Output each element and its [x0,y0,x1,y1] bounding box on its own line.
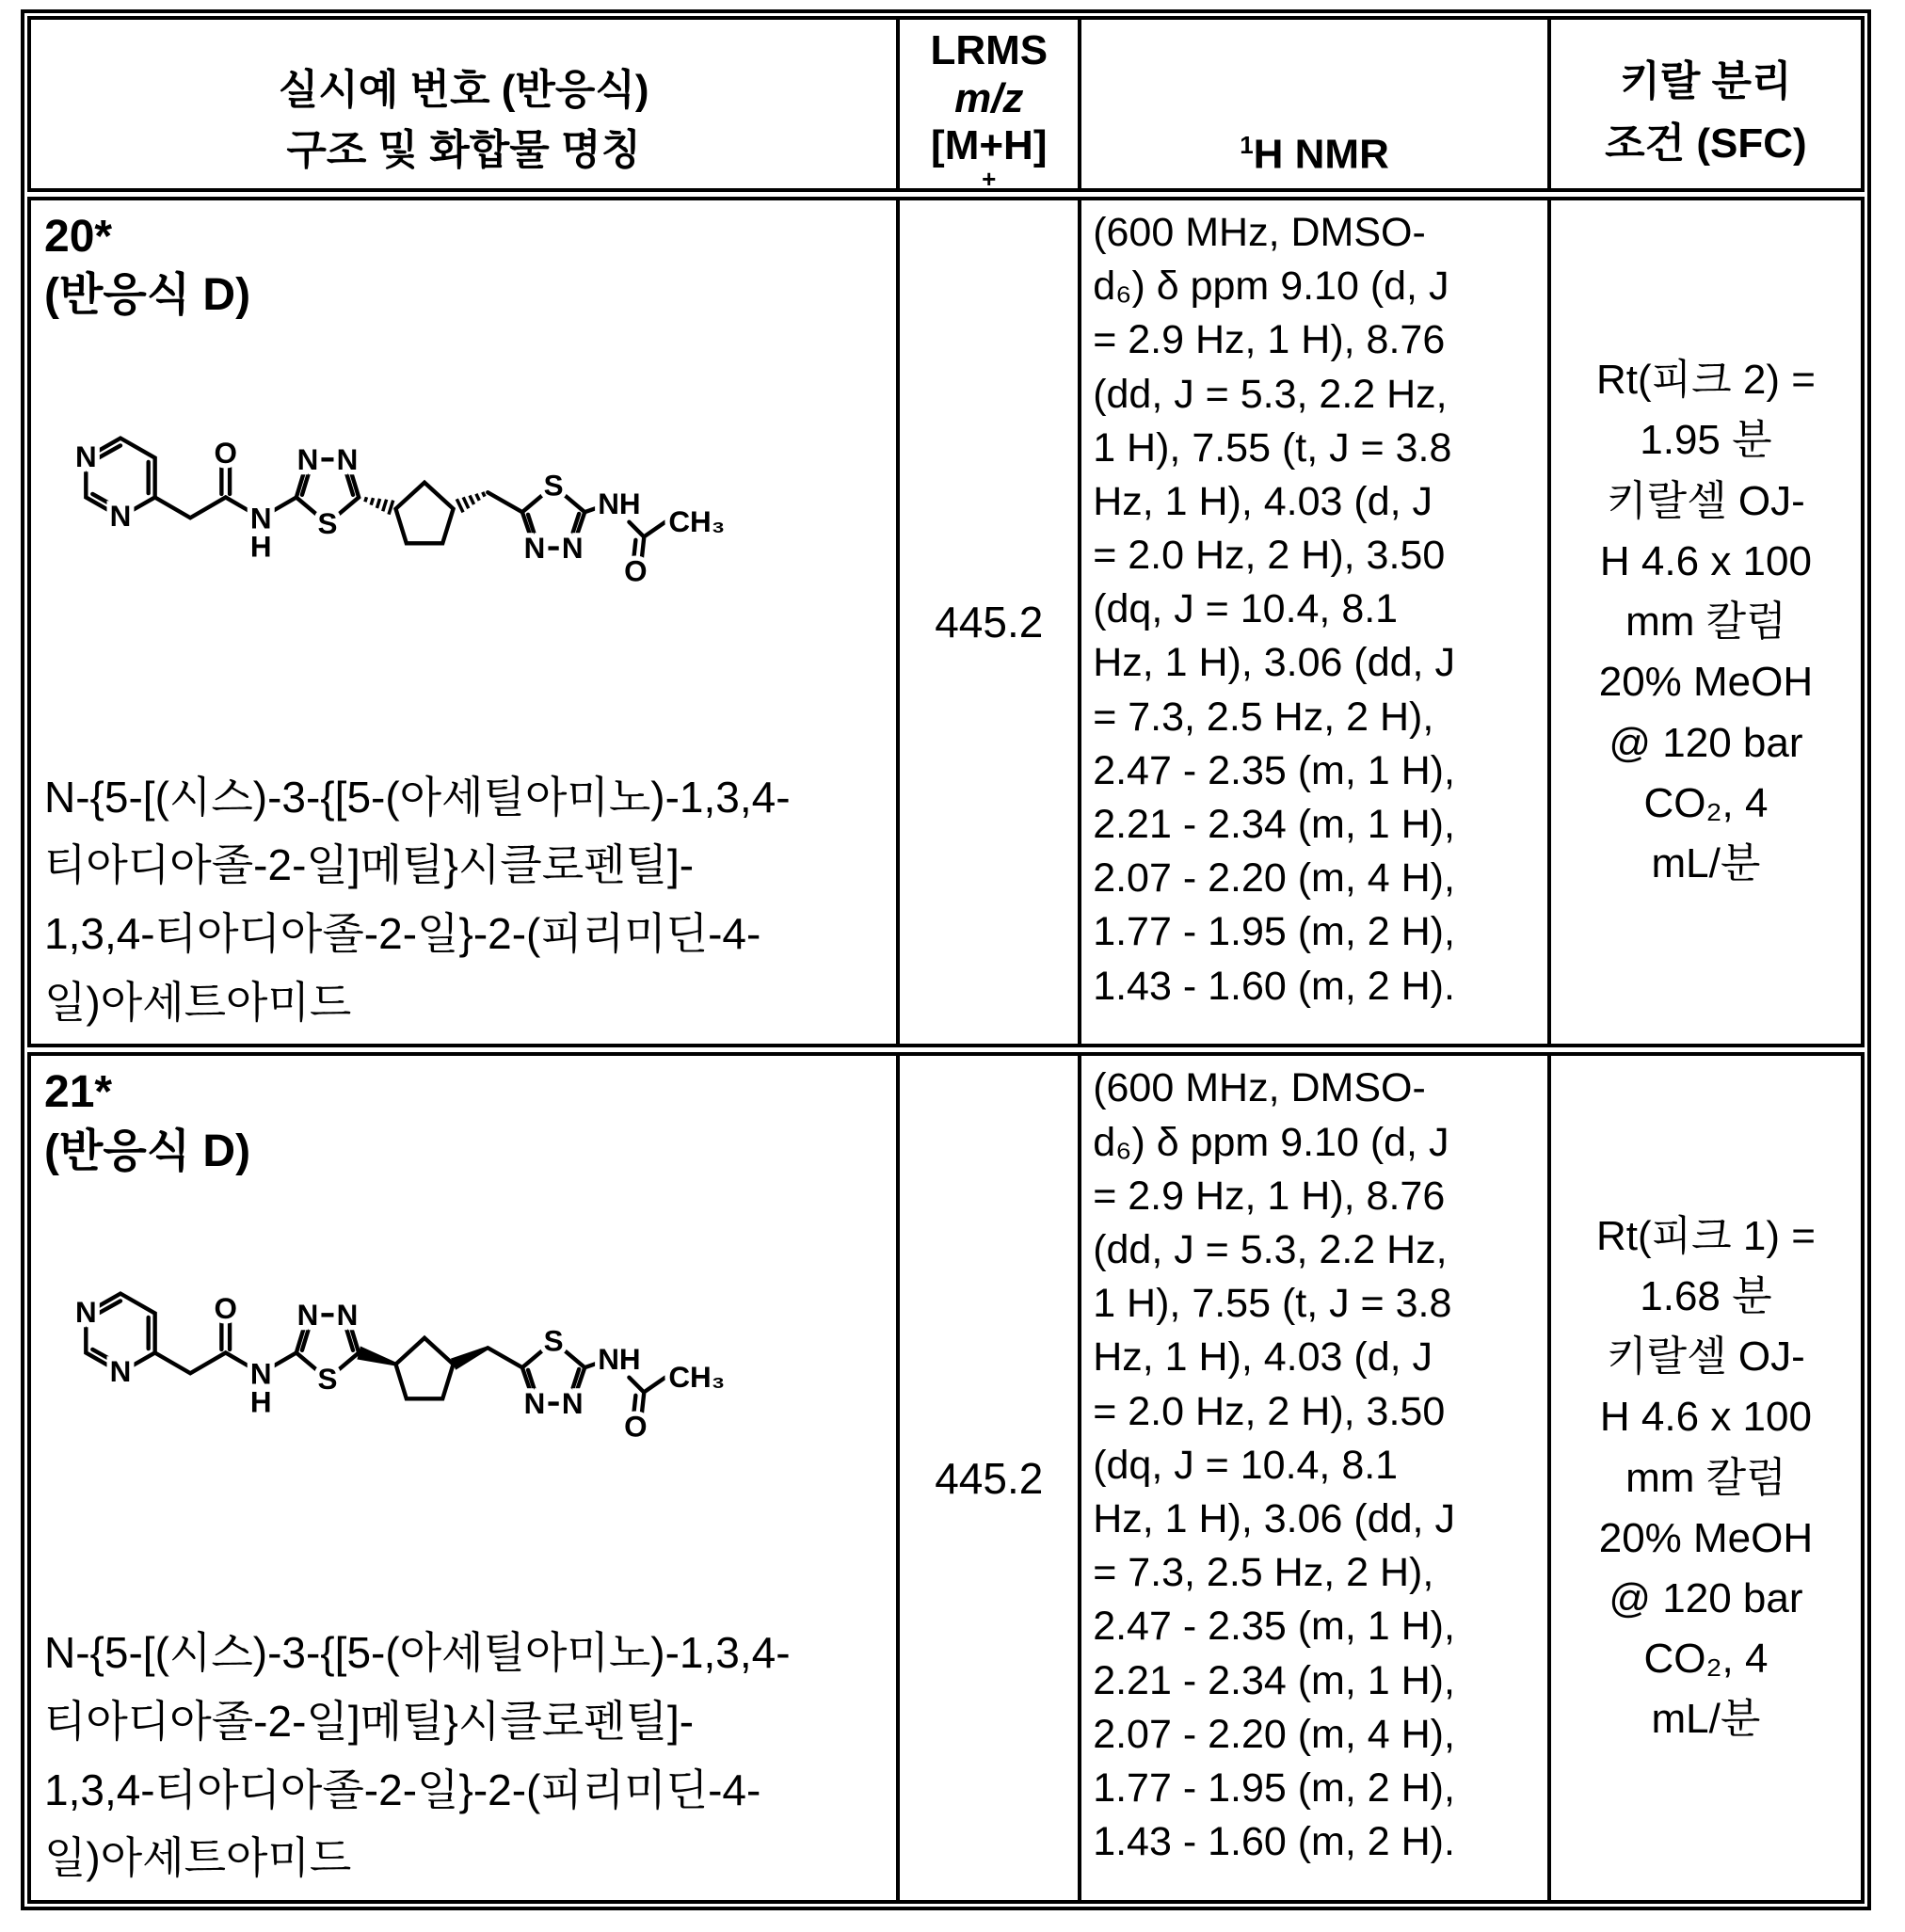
atom-labels [75,1292,725,1444]
acetyl-o-label: O [624,1410,648,1444]
sfc-conditions: Rt(피크 2) = 1.95 분 키랄셀 OJ- H 4.6 x 100 mm 칼럼 20% MeOH @ 120 bar CO₂, 4 mL/분 [1549,194,1863,1049]
atom-labels [75,437,725,588]
nmr-superscript: 1 [1240,131,1254,160]
header-structure-line2: 구조 및 화합물 명칭 [286,127,642,174]
header-lrms-line1: LRMS [930,27,1049,73]
compound-structure-drawing [50,371,726,588]
pyrimidine-n3-label: N [109,1355,132,1389]
methyl-ch3-label: CH₃ [668,1361,726,1395]
header-lrms-plus: + [982,164,997,193]
thiadiazole2-n3-label: N [561,1387,584,1421]
thiadiazole2-s-label: S [543,1324,564,1358]
thiadiazole1-n3-label: N [296,1298,319,1332]
header-lrms-mh: [M+H] [931,122,1048,169]
acetyl-o-label: O [624,554,648,588]
nmr-label: H NMR [1253,131,1389,178]
amide-n-label: N [249,502,272,535]
carbonyl-o-label: O [214,1292,237,1326]
header-row [29,18,1863,194]
compound-name: N-{5-[(시스)-3-{[5-(아세틸아미노)-1,3,4- 티아디아졸-2-일]메틸}시클로펜틸]- 1,3,4-티아디아졸-2-일}-2-(피리미딘-4- 일)아세트아미드 [44,772,791,1027]
results-table-frame [21,9,1871,1910]
compound-structure-drawing [50,1226,726,1444]
sfc-conditions: Rt(피크 1) = 1.68 분 키랄셀 OJ- H 4.6 x 100 mm 칼럼 20% MeOH @ 120 bar CO₂, 4 mL/분 [1549,1050,1863,1902]
nmr-data: (600 MHz, DMSO- d₆) δ ppm 9.10 (d, J = 2.9 Hz, 1 H), 8.76 (dd, J = 5.3, 2.2 Hz, 1 H), 7.55 (t, J = 3.8 Hz, 1 H), 4.03 (d, J = 2.0 Hz, 2 H), 3.50 (dq, J = 10.4, 8.1 Hz, 1 H), 3.06 (dd, J = 7.3, 2.5 Hz, 2 H), 2.47 - 2.35 (m, 1 H), 2.21 - 2.34 (m, 1 H), 2.07 - 2.20 (m, 4 H), 1.77 - 1.95 (m, 2 H), 1.43 - 1.60 (m, 2 H). [1080,1050,1549,1902]
table-row-example-21 [29,1050,1863,1902]
thiadiazole1-s-label: S [317,1363,338,1397]
header-structure-line1: 실시예 번호 (반응식) [278,67,649,114]
header-nmr-col [1080,18,1549,194]
thiadiazole1-s-label: S [317,506,338,540]
example-number: 20* [44,211,113,262]
table-row-example-20 [29,194,1863,1049]
lrms-value: 445.2 [898,1050,1080,1902]
example-number: 21* [44,1067,113,1118]
pyrimidine-n1-label: N [74,1296,97,1330]
thiadiazole1-n4-label: N [336,442,359,476]
compound-name: N-{5-[(시스)-3-{[5-(아세틸아미노)-1,3,4- 티아디아졸-2-일]메틸}시클로펜틸]- 1,3,4-티아디아졸-2-일}-2-(피리미딘-4- 일)아세트아미드 [44,1628,791,1883]
header-sfc-line1: 키랄 분리 [1620,57,1792,104]
structure-cell [29,1050,898,1902]
header-lrms-mz: m/z [954,74,1024,121]
cis-solid-wedge-bonds [357,1347,488,1370]
pyrimidine-n1-label: N [74,439,97,473]
thiadiazole2-n4-label: N [523,1387,546,1421]
acetylamino-nh-label: NH [598,487,641,520]
header-structure-col [29,18,898,194]
carbonyl-o-label: O [214,436,237,470]
thiadiazole2-s-label: S [543,469,564,503]
header-sfc-col [1549,18,1863,194]
lrms-value: 445.2 [898,194,1080,1049]
nmr-data: (600 MHz, DMSO- d₆) δ ppm 9.10 (d, J = 2.9 Hz, 1 H), 8.76 (dd, J = 5.3, 2.2 Hz, 1 H), 7.55 (t, J = 3.8 Hz, 1 H), 4.03 (d, J = 2.0 Hz, 2 H), 3.50 (dq, J = 10.4, 8.1 Hz, 1 H), 3.06 (dd, J = 7.3, 2.5 Hz, 2 H), 2.47 - 2.35 (m, 1 H), 2.21 - 2.34 (m, 1 H), 2.07 - 2.20 (m, 4 H), 1.77 - 1.95 (m, 2 H), 1.43 - 1.60 (m, 2 H). [1080,194,1549,1049]
amide-h-label: H [249,530,272,564]
thiadiazole2-n4-label: N [523,531,546,565]
compound-structure [50,371,887,588]
thiadiazole2-n3-label: N [561,531,584,565]
structure-cell [29,194,898,1049]
compound-structure [50,1226,887,1444]
cis-hashed-wedge-bonds [363,487,487,514]
acetylamino-nh-label: NH [598,1343,641,1377]
header-sfc-line2: 조건 (SFC) [1605,120,1807,167]
methyl-ch3-label: CH₃ [668,504,726,538]
scheme-label: (반응식 D) [44,1126,251,1176]
results-table [27,16,1865,1904]
amide-h-label: H [249,1385,272,1419]
header-lrms-col [898,18,1080,194]
scheme-label: (반응식 D) [44,270,251,321]
amide-n-label: N [249,1357,272,1391]
thiadiazole1-n4-label: N [336,1298,359,1332]
thiadiazole1-n3-label: N [296,442,319,476]
pyrimidine-n3-label: N [109,499,132,533]
